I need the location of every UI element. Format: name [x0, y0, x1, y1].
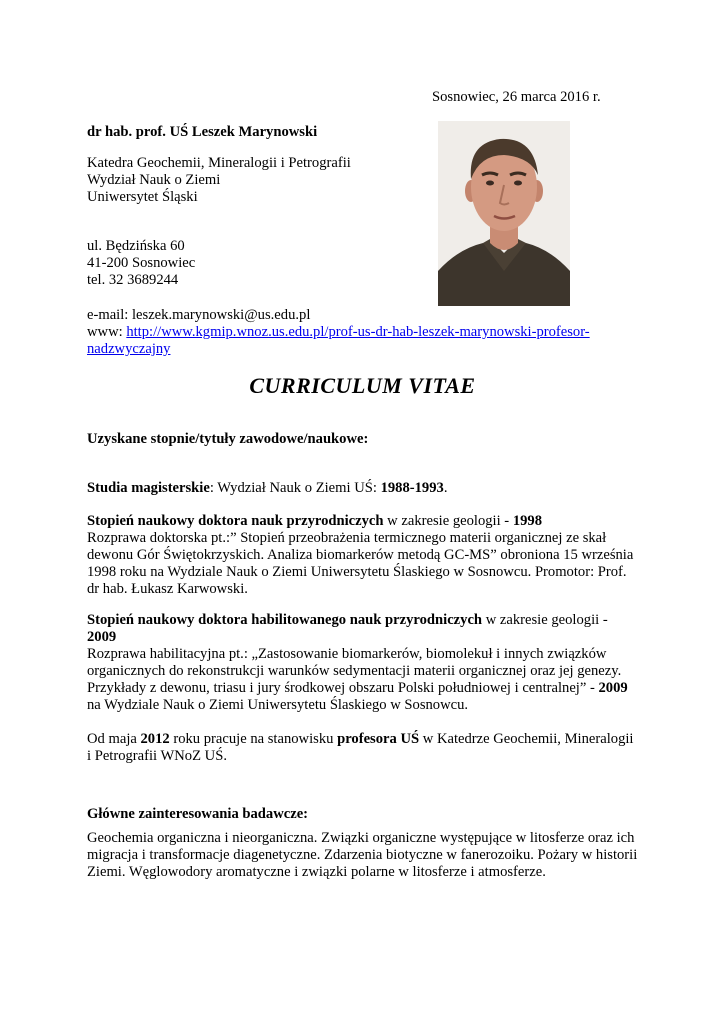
- habilitation-line: organicznych do rekonstrukcji warunków sedymentacji materii organicznej oraz jej genezy.: [87, 663, 622, 679]
- studies-years: 1988-1993: [380, 480, 444, 496]
- interests-line: Ziemi. Węglowodory aromatyczne i związki polarne w litosferze i atmosferze.: [87, 864, 546, 880]
- degrees-heading: Uzyskane stopnie/tytuły zawodowe/naukowe:: [87, 431, 369, 447]
- phone-line: tel. 32 3689244: [87, 272, 179, 288]
- professor-middle: roku pracuje na stanowisku: [169, 731, 338, 747]
- website-link[interactable]: http://www.kgmip.wnoz.us.edu.pl/prof-us-dr-hab-leszek-marynowski-profesor-: [126, 324, 590, 340]
- studies-label: Studia magisterskie: [87, 480, 210, 496]
- habilitation-paragraph: [87, 612, 643, 714]
- phd-text: w zakresie geologii -: [383, 513, 513, 529]
- phd-line: dewonu Gór Świętokrzyskich. Analiza biomarkerów metodą GC-MS” obroniona 15 września: [87, 547, 634, 563]
- phd-paragraph: [87, 513, 643, 598]
- university-line: Uniwersytet Śląski: [87, 189, 198, 205]
- phd-line: 1998 roku na Wydziale Nauk o Ziemi Uniwersytetu Ślaskiego w Sosnowcu. Promotor: Prof.: [87, 564, 627, 580]
- affiliation-block: [87, 155, 351, 206]
- www-label: www:: [87, 324, 127, 340]
- interests-line: Geochemia organiczna i nieorganiczna. Związki organiczne występujące w litosferze oraz ich: [87, 830, 635, 846]
- studies-paragraph: [87, 480, 643, 497]
- website-link-continued[interactable]: nadzwyczajny: [87, 341, 171, 357]
- interests-line: migracja i transformacje diagenetyczne. Zdarzenia biotyczne w fanerozoiku. Pożary w historii: [87, 847, 638, 863]
- street-line: ul. Będzińska 60: [87, 238, 185, 254]
- professor-position: profesora UŚ: [337, 731, 420, 747]
- address-block: [87, 238, 195, 289]
- interests-paragraph: [87, 830, 643, 881]
- professor-year: 2012: [140, 731, 170, 747]
- habilitation-label: Stopień naukowy doktora habilitowanego nauk przyrodniczych: [87, 612, 483, 628]
- cv-title: CURRICULUM VITAE: [249, 373, 476, 398]
- interests-heading: Główne zainteresowania badawcze:: [87, 806, 309, 822]
- professor-prefix: Od maja: [87, 731, 141, 747]
- document-date: Sosnowiec, 26 marca 2016 r.: [432, 89, 601, 105]
- habilitation-line: Przykłady z dewonu, triasu i jury środkowej obszaru Polski południowej i centralnej” -: [87, 680, 599, 696]
- city-line: 41-200 Sosnowiec: [87, 255, 196, 271]
- studies-end: .: [443, 480, 448, 496]
- phd-line: dr hab. Łukasz Karwowski.: [87, 581, 248, 597]
- department-line: Katedra Geochemii, Mineralogii i Petrografii: [87, 155, 351, 171]
- faculty-line: Wydział Nauk o Ziemi: [87, 172, 221, 188]
- contact-block: [87, 307, 617, 358]
- habilitation-last-line: na Wydziale Nauk o Ziemi Uniwersytetu Ślaskiego w Sosnowcu.: [87, 697, 469, 713]
- phd-line: Rozprawa doktorska pt.:” Stopień przeobrażenia termicznego materii organicznej ze skał: [87, 530, 607, 546]
- portrait-photo: [438, 121, 570, 306]
- habilitation-line: Rozprawa habilitacyjna pt.: „Zastosowanie biomarkerów, biomolekuł i innych związków: [87, 646, 607, 662]
- professor-line-2: i Petrografii WNoZ UŚ.: [87, 748, 227, 764]
- habilitation-year-end: 2009: [598, 680, 628, 696]
- professor-paragraph: [87, 731, 643, 765]
- studies-text: : Wydział Nauk o Ziemi UŚ:: [209, 480, 381, 496]
- habilitation-text: w zakresie geologii -: [482, 612, 608, 628]
- email-line[interactable]: e-mail: leszek.marynowski@us.edu.pl: [87, 307, 311, 323]
- phd-year: 1998: [512, 513, 542, 529]
- professor-suffix: w Katedrze Geochemii, Mineralogii: [419, 731, 634, 747]
- phd-label: Stopień naukowy doktora nauk przyrodniczych: [87, 513, 384, 529]
- habilitation-year: 2009: [87, 629, 117, 645]
- www-line: [87, 324, 617, 341]
- person-name: dr hab. prof. UŚ Leszek Marynowski: [87, 124, 318, 140]
